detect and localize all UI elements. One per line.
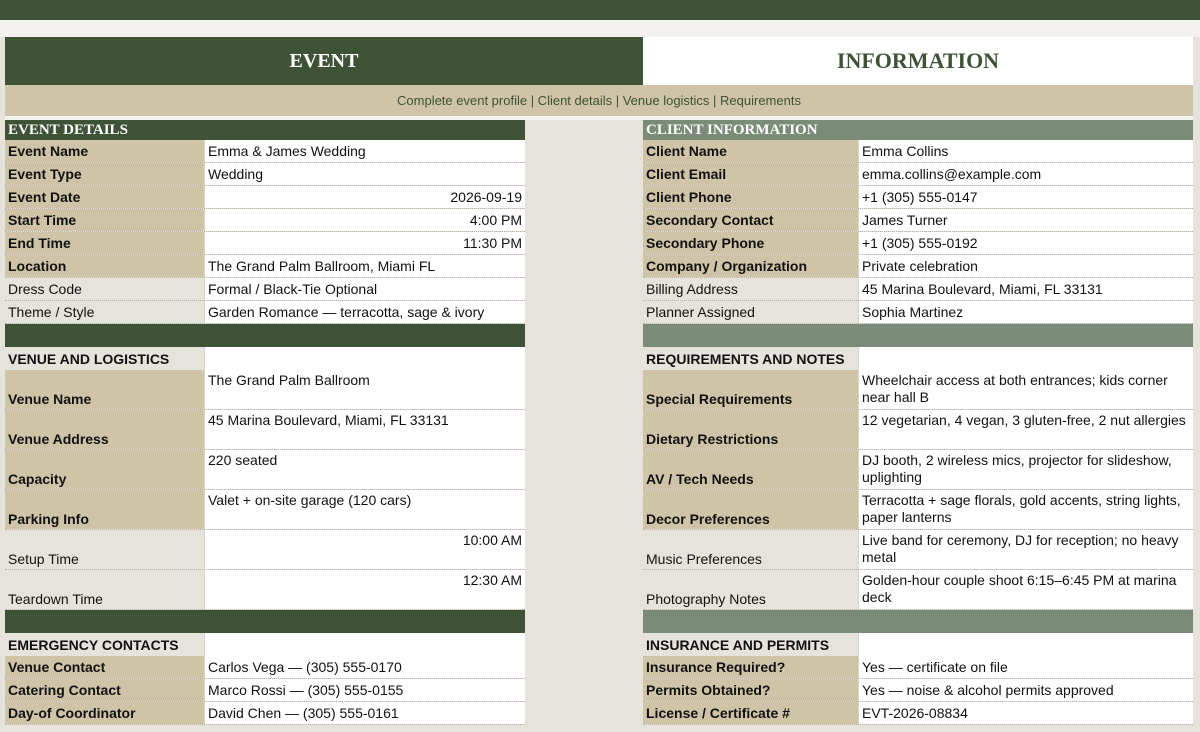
special-requirements-value[interactable]: Wheelchair access at both entrances; kids corner near hall B [858,370,1193,409]
venue-name-value[interactable]: The Grand Palm Ballroom [204,370,525,409]
row-location [5,255,525,278]
day-of-coordinator-label[interactable]: Day-of Coordinator [5,702,204,724]
event-name-value[interactable]: Emma & James Wedding [204,140,525,162]
row-billing-address [643,278,1193,301]
catering-contact-value[interactable]: Marco Rossi — (305) 555-0155 [204,679,525,701]
client-phone-label[interactable]: Client Phone [643,186,858,208]
row-venue-name [5,370,525,410]
day-of-coordinator-value[interactable]: David Chen — (305) 555-0161 [204,702,525,724]
insurance-heading[interactable]: INSURANCE AND PERMITS [643,633,858,656]
secondary-phone-value[interactable]: +1 (305) 555-0192 [858,232,1193,254]
end-time-label[interactable]: End Time [5,232,204,254]
client-name-label[interactable]: Client Name [643,140,858,162]
title-event-cell[interactable] [5,37,643,85]
right-column [643,120,1193,725]
row-license-certificate [643,702,1193,725]
emergency-heading-blank[interactable] [204,633,525,656]
event-type-label[interactable]: Event Type [5,163,204,185]
row-av-tech-needs [643,450,1193,490]
row-event-type [5,163,525,186]
client-email-value[interactable]: emma.collins@example.com [858,163,1193,185]
subtitle-text: Complete event profile | Client details | Venue logistics | Requirements [397,93,801,108]
parking-info-label[interactable]: Parking Info [5,490,204,529]
client-phone-value[interactable]: +1 (305) 555-0147 [858,186,1193,208]
av-tech-needs-label[interactable]: AV / Tech Needs [643,450,858,489]
title-event: EVENT [289,49,359,72]
row-theme-style [5,301,525,324]
emergency-heading[interactable]: EMERGENCY CONTACTS [5,633,204,656]
requirements-heading-row [643,347,1193,370]
location-label[interactable]: Location [5,255,204,277]
row-permits-obtained [643,679,1193,702]
row-music-preferences [643,530,1193,570]
planner-assigned-value[interactable]: Sophia Martinez [858,301,1193,323]
client-info-heading[interactable]: CLIENT INFORMATION [643,120,1193,140]
row-decor-preferences [643,490,1193,530]
company-value[interactable]: Private celebration [858,255,1193,277]
row-venue-contact [5,656,525,679]
requirements-heading-blank[interactable] [858,347,1193,370]
insurance-heading-blank[interactable] [858,633,1193,656]
secondary-contact-value[interactable]: James Turner [858,209,1193,231]
row-client-name [643,140,1193,163]
row-event-date [5,186,525,209]
row-catering-contact [5,679,525,702]
teardown-time-label[interactable]: Teardown Time [5,570,204,609]
event-details-heading[interactable]: EVENT DETAILS [5,120,525,140]
music-preferences-label[interactable]: Music Preferences [643,530,858,569]
row-client-phone [643,186,1193,209]
row-client-email [643,163,1193,186]
venue-heading-row [5,347,525,370]
dietary-restrictions-value[interactable]: 12 vegetarian, 4 vegan, 3 gluten-free, 2 nut allergies [858,410,1193,449]
decor-preferences-label[interactable]: Decor Preferences [643,490,858,529]
row-secondary-phone [643,232,1193,255]
event-type-value[interactable]: Wedding [204,163,525,185]
planner-assigned-label[interactable]: Planner Assigned [643,301,858,323]
row-capacity [5,450,525,490]
venue-address-value[interactable]: 45 Marina Boulevard, Miami, FL 33131 [204,410,525,449]
venue-heading[interactable]: VENUE AND LOGISTICS [5,347,204,370]
row-event-name [5,140,525,163]
billing-address-value[interactable]: 45 Marina Boulevard, Miami, FL 33131 [858,278,1193,300]
teardown-time-value[interactable]: 12:30 AM [204,570,525,609]
venue-contact-label[interactable]: Venue Contact [5,656,204,678]
row-day-of-coordinator [5,702,525,725]
row-photography-notes [643,570,1193,610]
location-value[interactable]: The Grand Palm Ballroom, Miami FL [204,255,525,277]
permits-obtained-value[interactable]: Yes — noise & alcohol permits approved [858,679,1193,701]
row-dress-code [5,278,525,301]
venue-address-label[interactable]: Venue Address [5,410,204,449]
right-edge [1193,37,1200,732]
right-divider-1 [643,324,1193,347]
photography-notes-value[interactable]: Golden-hour couple shoot 6:15–6:45 PM at marina deck [858,570,1193,609]
permits-obtained-label[interactable]: Permits Obtained? [643,679,858,701]
row-teardown-time [5,570,525,610]
av-tech-needs-value[interactable]: DJ booth, 2 wireless mics, projector for slideshow, uplighting [858,450,1193,489]
row-parking-info [5,490,525,530]
end-time-value[interactable]: 11:30 PM [204,232,525,254]
column-gap [525,120,643,732]
row-company [643,255,1193,278]
row-planner-assigned [643,301,1193,324]
row-dietary-restrictions [643,410,1193,450]
right-divider-2 [643,610,1193,633]
billing-address-label[interactable]: Billing Address [643,278,858,300]
requirements-heading[interactable]: REQUIREMENTS AND NOTES [643,347,858,370]
event-date-label[interactable]: Event Date [5,186,204,208]
capacity-value[interactable]: 220 seated [204,450,525,489]
setup-time-label[interactable]: Setup Time [5,530,204,569]
photography-notes-label[interactable]: Photography Notes [643,570,858,609]
capacity-label[interactable]: Capacity [5,450,204,489]
venue-contact-value[interactable]: Carlos Vega — (305) 555-0170 [204,656,525,678]
start-time-label[interactable]: Start Time [5,209,204,231]
theme-style-label[interactable]: Theme / Style [5,301,204,323]
insurance-required-value[interactable]: Yes — certificate on file [858,656,1193,678]
row-secondary-contact [643,209,1193,232]
row-end-time [5,232,525,255]
start-time-value[interactable]: 4:00 PM [204,209,525,231]
venue-heading-blank[interactable] [204,347,525,370]
license-certificate-value[interactable]: EVT-2026-08834 [858,702,1193,724]
catering-contact-label[interactable]: Catering Contact [5,679,204,701]
title-information-cell[interactable] [643,37,1193,85]
dietary-restrictions-label[interactable]: Dietary Restrictions [643,410,858,449]
client-email-label[interactable]: Client Email [643,163,858,185]
left-divider-2 [5,610,525,633]
event-name-label[interactable]: Event Name [5,140,204,162]
parking-info-value[interactable]: Valet + on-site garage (120 cars) [204,490,525,529]
event-date-value[interactable]: 2026-09-19 [204,186,525,208]
decor-preferences-value[interactable]: Terracotta + sage florals, gold accents, string lights, paper lanterns [858,490,1193,529]
row-insurance-required [643,656,1193,679]
row-venue-address [5,410,525,450]
top-bar [0,0,1200,20]
license-certificate-label[interactable]: License / Certificate # [643,702,858,724]
theme-style-value[interactable]: Garden Romance — terracotta, sage & ivory [204,301,525,323]
row-special-requirements [643,370,1193,410]
client-name-value[interactable]: Emma Collins [858,140,1193,162]
music-preferences-value[interactable]: Live band for ceremony, DJ for reception; no heavy metal [858,530,1193,569]
secondary-phone-label[interactable]: Secondary Phone [643,232,858,254]
company-label[interactable]: Company / Organization [643,255,858,277]
top-spacer [0,20,1200,37]
subtitle-cell[interactable] [5,85,1193,116]
dress-code-value[interactable]: Formal / Black-Tie Optional [204,278,525,300]
left-column [5,120,525,725]
secondary-contact-label[interactable]: Secondary Contact [643,209,858,231]
left-divider-1 [5,324,525,347]
insurance-required-label[interactable]: Insurance Required? [643,656,858,678]
title-information: INFORMATION [836,48,1000,73]
row-setup-time [5,530,525,570]
setup-time-value[interactable]: 10:00 AM [204,530,525,569]
dress-code-label[interactable]: Dress Code [5,278,204,300]
insurance-heading-row [643,633,1193,656]
emergency-heading-row [5,633,525,656]
row-start-time [5,209,525,232]
special-requirements-label[interactable]: Special Requirements [643,370,858,409]
venue-name-label[interactable]: Venue Name [5,370,204,409]
